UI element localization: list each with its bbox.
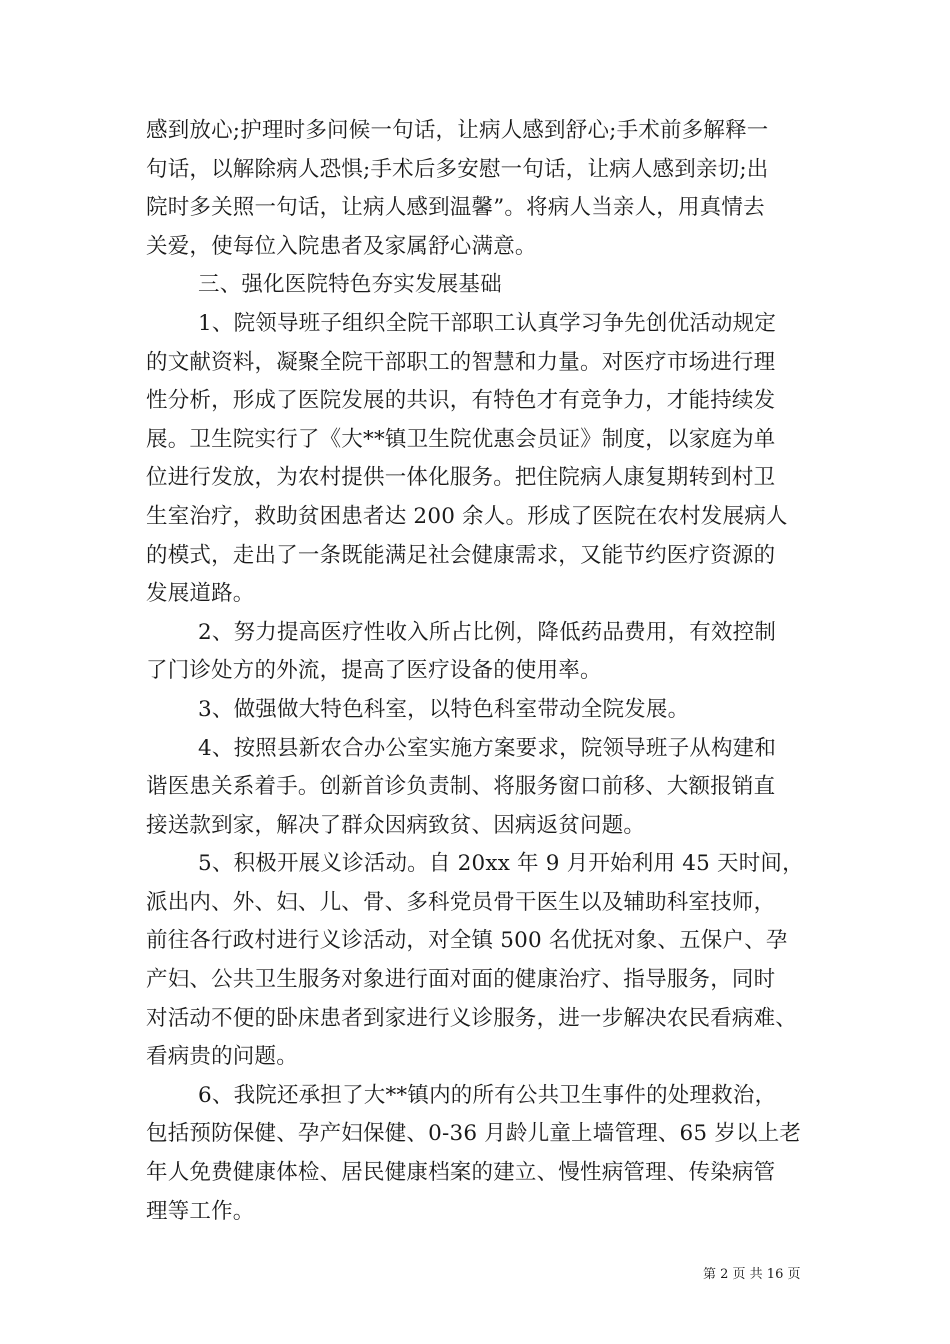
paragraph-line: 生室治疗，救助贫困患者达 200 余人。形成了医院在农村发展病人 [146, 503, 788, 529]
paragraph-line: 关爱，使每位入院患者及家属舒心满意。 [146, 233, 537, 259]
paragraph-line: 发展道路。 [146, 581, 255, 607]
paragraph-line: 4、按照县新农合办公室实施方案要求，院领导班子从构建和 [198, 735, 777, 761]
paragraph-line: 句话，以解除病人恐惧;手术后多安慰一句话，让病人感到亲切;出 [146, 156, 769, 182]
paragraph-line: 3、做强做大特色科室，以特色科室带动全院发展。 [198, 696, 690, 722]
paragraph-line: 对活动不便的卧床患者到家进行义诊服务，进一步解决农民看病难、 [146, 1005, 798, 1031]
document-body [146, 112, 810, 1231]
paragraph-line: 理等工作。 [146, 1198, 255, 1224]
paragraph-line: 产妇、公共卫生服务对象进行面对面的健康治疗、指导服务，同时 [146, 967, 776, 993]
paragraph-line: 位进行发放，为农村提供一体化服务。把住院病人康复期转到村卫 [146, 465, 776, 491]
paragraph-line: 展。卫生院实行了《大**镇卫生院优惠会员证》制度，以家庭为单 [146, 426, 776, 452]
paragraph-line: 5、积极开展义诊活动。自 20xx 年 9 月开始利用 45 天时间， [198, 851, 804, 877]
paragraph-line: 年人免费健康体检、居民健康档案的建立、慢性病管理、传染病管 [146, 1160, 776, 1186]
paragraph-line: 包括预防保健、孕产妇保健、0-36 月龄儿童上墙管理、65 岁以上老 [146, 1121, 802, 1147]
paragraph-line: 了门诊处方的外流，提高了医疗设备的使用率。 [146, 658, 602, 684]
paragraph-line: 感到放心;护理时多问候一句话，让病人感到舒心;手术前多解释一 [146, 118, 769, 143]
section-heading: 三、强化医院特色夯实发展基础 [198, 272, 502, 298]
paragraph-line: 性分析，形成了医院发展的共识，有特色才有竞争力，才能持续发 [146, 388, 776, 414]
paragraph-line: 接送款到家，解决了群众因病致贫、因病返贫问题。 [146, 812, 646, 838]
paragraph-line: 1、院领导班子组织全院干部职工认真学习争先创优活动规定 [198, 310, 777, 336]
paragraph-line: 的文献资料，凝聚全院干部职工的智慧和力量。对医疗市场进行理 [146, 349, 776, 375]
paragraph-line: 2、努力提高医疗性收入所占比例，降低药品费用，有效控制 [198, 619, 777, 645]
paragraph-line: 派出内、外、妇、儿、骨、多科党员骨干医生以及辅助科室技师， [146, 889, 776, 915]
paragraph-line: 谐医患关系着手。创新首诊负责制、将服务窗口前移、大额报销直 [146, 774, 776, 800]
paragraph-line: 院时多关照一句话，让病人感到温馨”。将病人当亲人，用真情去 [146, 195, 765, 221]
paragraph-line: 的模式，走出了一条既能满足社会健康需求，又能节约医疗资源的 [146, 542, 776, 568]
paragraph-line: 看病贵的问题。 [146, 1044, 298, 1070]
paragraph-line: 前往各行政村进行义诊活动，对全镇 500 名优抚对象、五保户、孕 [146, 928, 788, 954]
paragraph-line: 6、我院还承担了大**镇内的所有公共卫生事件的处理救治， [198, 1082, 777, 1108]
page-number-footer: 第 2 页 共 16 页 [703, 1267, 801, 1282]
